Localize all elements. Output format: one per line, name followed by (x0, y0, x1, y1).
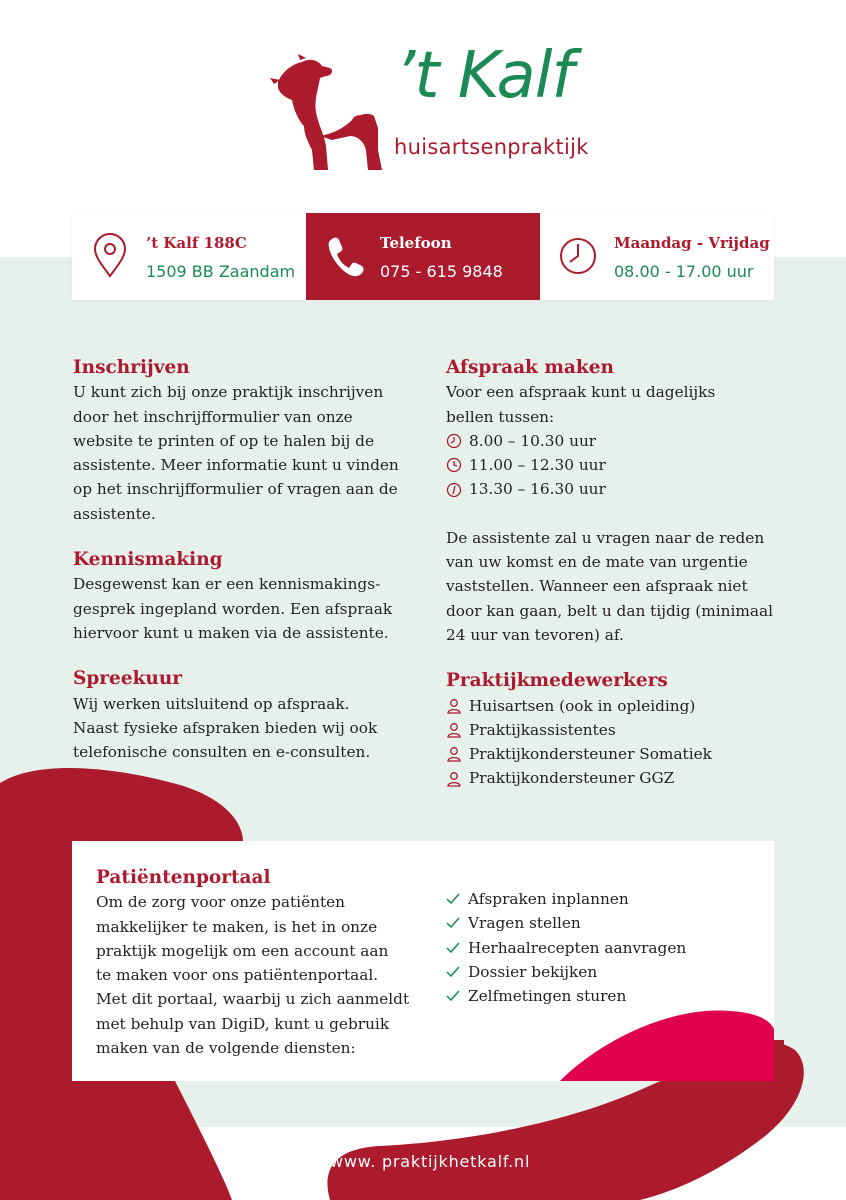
list-item (446, 453, 786, 477)
text-line: telefonische consulten en e-consulten. (73, 743, 371, 762)
list-item (446, 766, 786, 790)
medewerkers-heading: Praktijkmedewerkers (446, 670, 668, 692)
address-cell (72, 213, 306, 300)
left-column (73, 356, 413, 764)
checkmark-icon (445, 989, 461, 1003)
text-line: U kunt zich bij onze praktijk inschrijven (73, 383, 384, 402)
section-afspraak (446, 356, 786, 647)
list-item (446, 742, 786, 766)
text-line: Voor een afspraak kunt u dagelijks (446, 383, 716, 402)
contact-info-bar (72, 213, 774, 300)
clock-icon (446, 433, 462, 449)
patient-portal-box (72, 841, 774, 1081)
right-column (446, 356, 786, 791)
kennismaking-heading: Kennismaking (73, 549, 223, 571)
list-item (445, 911, 745, 935)
text-line: Met dit portaal, waarbij u zich aanmeldt (96, 990, 410, 1009)
service-item: Herhaalrecepten aanvragen (468, 938, 687, 957)
list-item (446, 429, 786, 453)
text-line: Wij werken uitsluitend op afspraak. (73, 694, 350, 713)
hours-days: Maandag - Vrijdag (614, 234, 770, 252)
text-line: hiervoor kunt u maken via de assistente. (73, 623, 389, 642)
logo-title: ’t Kalf (395, 39, 573, 113)
service-item: Dossier bekijken (468, 962, 598, 981)
time-slot: 13.30 – 16.30 uur (469, 480, 606, 499)
location-pin-icon (90, 233, 130, 279)
section-inschrijven (73, 356, 413, 526)
section-spreekuur (73, 667, 413, 764)
text-line: gesprek ingepland worden. Een afspraak (73, 599, 393, 618)
wave-edge (774, 1040, 784, 1085)
clock-icon (558, 233, 598, 279)
checkmark-icon (445, 965, 461, 979)
person-icon (446, 722, 462, 738)
text-line: op het inschrijfformulier of vragen aan de (73, 480, 398, 499)
person-icon (446, 698, 462, 714)
spreekuur-heading: Spreekuur (73, 668, 183, 690)
appointment-times-list (446, 429, 786, 502)
person-icon (446, 746, 462, 762)
checkmark-icon (445, 892, 461, 906)
time-slot: 8.00 – 10.30 uur (469, 431, 597, 450)
text-line: makkelijker te maken, is het in onze (96, 917, 378, 936)
text-line: 24 uur van tevoren) af. (446, 625, 624, 644)
service-item: Vragen stellen (468, 914, 581, 933)
staff-role: Praktijkondersteuner GGZ (469, 769, 675, 788)
phone-number[interactable]: 075 - 615 9848 (380, 262, 503, 281)
phone-icon (324, 233, 364, 279)
text-line: assistente. (73, 504, 156, 523)
text-line: Desgewenst kan er een kennismakings- (73, 575, 381, 594)
text-line: praktijk mogelijk om een account aan (96, 941, 389, 960)
text-line: van uw komst en de mate van urgentie (446, 553, 748, 572)
text-line: assistente. Meer informatie kunt u vinden (73, 456, 399, 475)
staff-role: Praktijkondersteuner Somatiek (469, 745, 712, 764)
text-line: bellen tussen: (446, 407, 555, 426)
text-line: vaststellen. Wanneer een afspraak niet (446, 577, 748, 596)
checkmark-icon (445, 941, 461, 955)
afspraak-heading: Afspraak maken (446, 357, 614, 378)
person-icon (446, 771, 462, 787)
clock-icon (446, 482, 462, 498)
checkmark-icon (445, 916, 461, 930)
text-line: Om de zorg voor onze patiënten (96, 893, 346, 912)
inschrijven-heading: Inschrijven (73, 357, 190, 378)
logo-subtitle: huisartsenpraktijk (394, 135, 589, 159)
phone-label: Telefoon (380, 234, 452, 252)
list-item (446, 477, 786, 501)
text-line: Naast fysieke afspraken bieden wij ook (73, 718, 378, 737)
text-line: website te printen of op te halen bij de (73, 431, 374, 450)
pink-wave-overlay (560, 1001, 774, 1081)
portaal-heading: Patiëntenportaal (96, 867, 271, 888)
website-link[interactable]: www. praktijkhetkalf.nl (330, 1152, 531, 1171)
hours-times: 08.00 - 17.00 uur (614, 262, 754, 281)
staff-role: Huisartsen (ook in opleiding) (469, 696, 696, 715)
hours-cell (540, 213, 774, 300)
list-item (445, 887, 745, 911)
time-slot: 11.00 – 12.30 uur (469, 456, 606, 475)
text-line: maken van de volgende diensten: (96, 1039, 356, 1058)
staff-list (446, 694, 786, 791)
service-item: Afspraken inplannen (468, 890, 629, 908)
list-item (445, 960, 745, 984)
list-item (446, 694, 786, 718)
clock-icon (446, 457, 462, 473)
text-line: te maken voor ons patiëntenportaal. (96, 966, 379, 985)
staff-role: Praktijkassistentes (469, 720, 616, 739)
phone-cell (306, 213, 540, 300)
text-line: door kan gaan, belt u dan tijdig (minimaal (446, 601, 774, 620)
service-item: Zelfmetingen sturen (468, 987, 627, 1006)
text-line: met behulp van DigiD, kunt u gebruik (96, 1014, 390, 1033)
list-item (446, 718, 786, 742)
list-item (445, 936, 745, 960)
text-line: De assistente zal u vragen naar de reden (446, 528, 765, 547)
section-medewerkers (446, 669, 786, 790)
address-city: 1509 BB Zaandam (146, 262, 296, 281)
section-kennismaking (73, 548, 413, 645)
text-line: door het inschrijfformulier van onze (73, 407, 353, 426)
portal-description (96, 866, 426, 1060)
address-street: ’t Kalf 188C (146, 234, 247, 252)
portal-services-list (445, 887, 745, 1008)
